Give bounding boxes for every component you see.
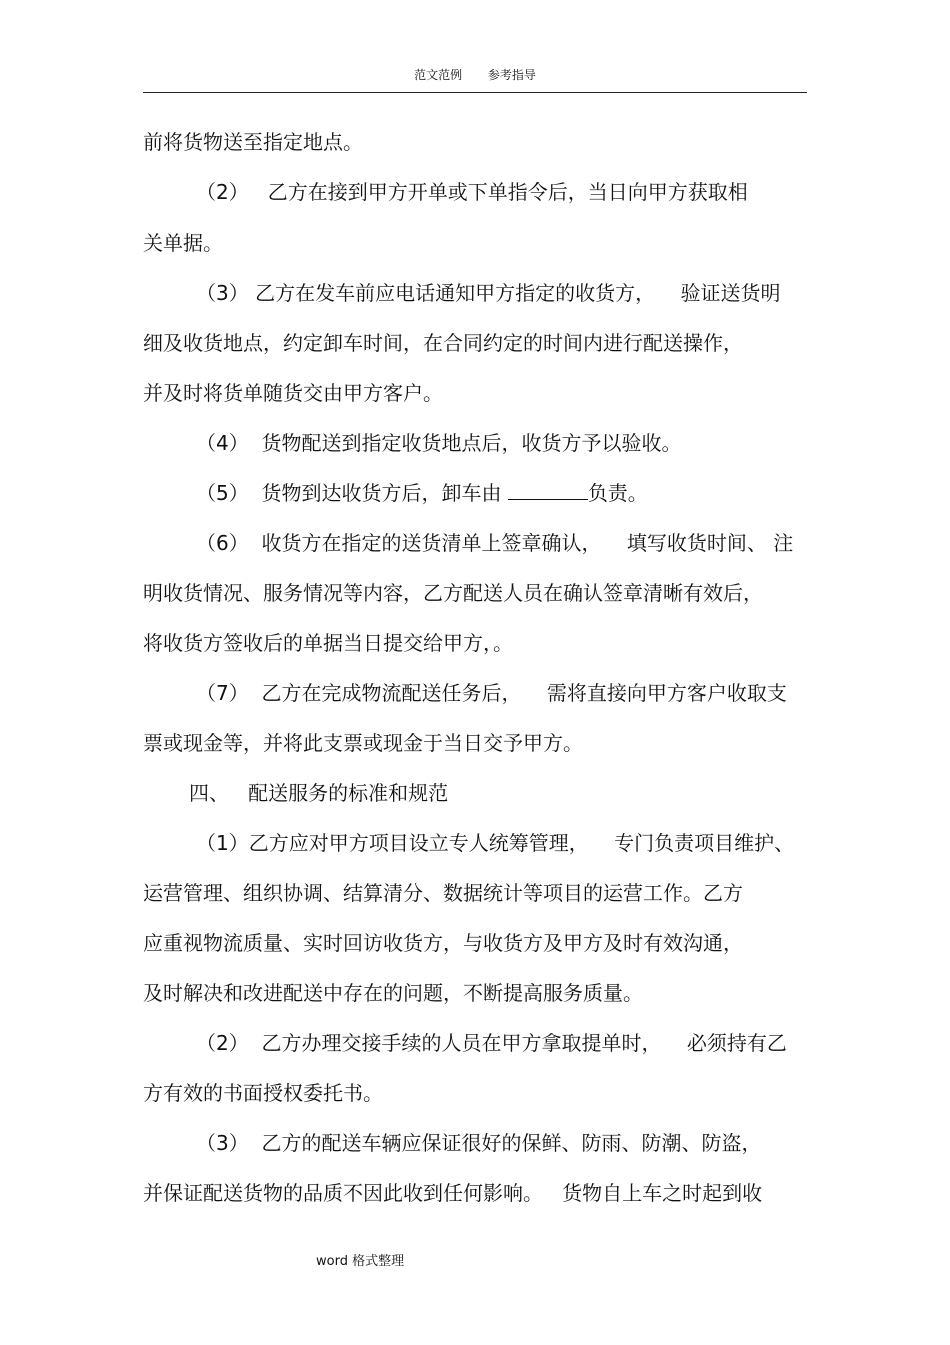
page-footer: word 格式整理: [316, 1254, 405, 1269]
page-header: [143, 66, 807, 93]
body-line-text: （5） 货物到达收货方后，卸车由: [196, 481, 502, 505]
body-line: （7） 乙方在完成物流配送任务后， 需将直接向甲方客户收取支: [196, 681, 787, 705]
body-line: 明收货情况、服务情况等内容，乙方配送人员在确认签章清晰有效后，: [143, 581, 763, 605]
header-right-text: 参考指导: [487, 68, 536, 82]
body-line: （2） 乙方在接到甲方开单或下单指令后，当日向甲方获取相: [196, 180, 748, 204]
header-left-text: 范文范例: [414, 68, 463, 82]
body-line: 前将货物送至指定地点。: [143, 130, 363, 154]
body-line: （3） 乙方在发车前应电话通知甲方指定的收货方， 验证送货明: [196, 281, 781, 305]
section-heading: 四、 配送服务的标准和规范: [189, 781, 449, 805]
fill-in-blank: [508, 481, 588, 500]
body-line: （4） 货物配送到指定收货地点后，收货方予以验收。: [196, 431, 682, 455]
body-line-with-blank: [196, 480, 648, 506]
body-line: 运营管理、组织协调、结算清分、数据统计等项目的运营工作。乙方: [143, 881, 743, 905]
body-line: 及时解决和改进配送中存在的问题，不断提高服务质量。: [143, 981, 643, 1005]
body-line: （1）乙方应对甲方项目设立专人统筹管理， 专门负责项目维护、: [196, 831, 795, 855]
body-line: （2） 乙方办理交接手续的人员在甲方拿取提单时， 必须持有乙: [196, 1031, 787, 1055]
body-line: 并及时将货单随货交由甲方客户。: [143, 381, 443, 405]
body-line: 应重视物流质量、实时回访收货方，与收货方及甲方及时有效沟通，: [143, 931, 743, 955]
body-line: 并保证配送货物的品质不因此收到任何影响。 货物自上车之时起到收: [143, 1181, 763, 1205]
body-line: 关单据。: [143, 231, 223, 255]
body-line: （6） 收货方在指定的送货清单上签章确认， 填写收货时间、 注: [196, 531, 794, 555]
body-line: 将收货方签收后的单据当日提交给甲方，。: [143, 631, 513, 655]
body-line: （3） 乙方的配送车辆应保证很好的保鲜、防雨、防潮、防盗，: [196, 1131, 762, 1155]
body-line: 方有效的书面授权委托书。: [143, 1081, 383, 1105]
body-line: 细及收货地点，约定卸车时间，在合同约定的时间内进行配送操作，: [143, 331, 743, 355]
body-line: 票或现金等，并将此支票或现金于当日交予甲方。: [143, 731, 583, 755]
body-line-suffix: 负责。: [587, 481, 648, 505]
